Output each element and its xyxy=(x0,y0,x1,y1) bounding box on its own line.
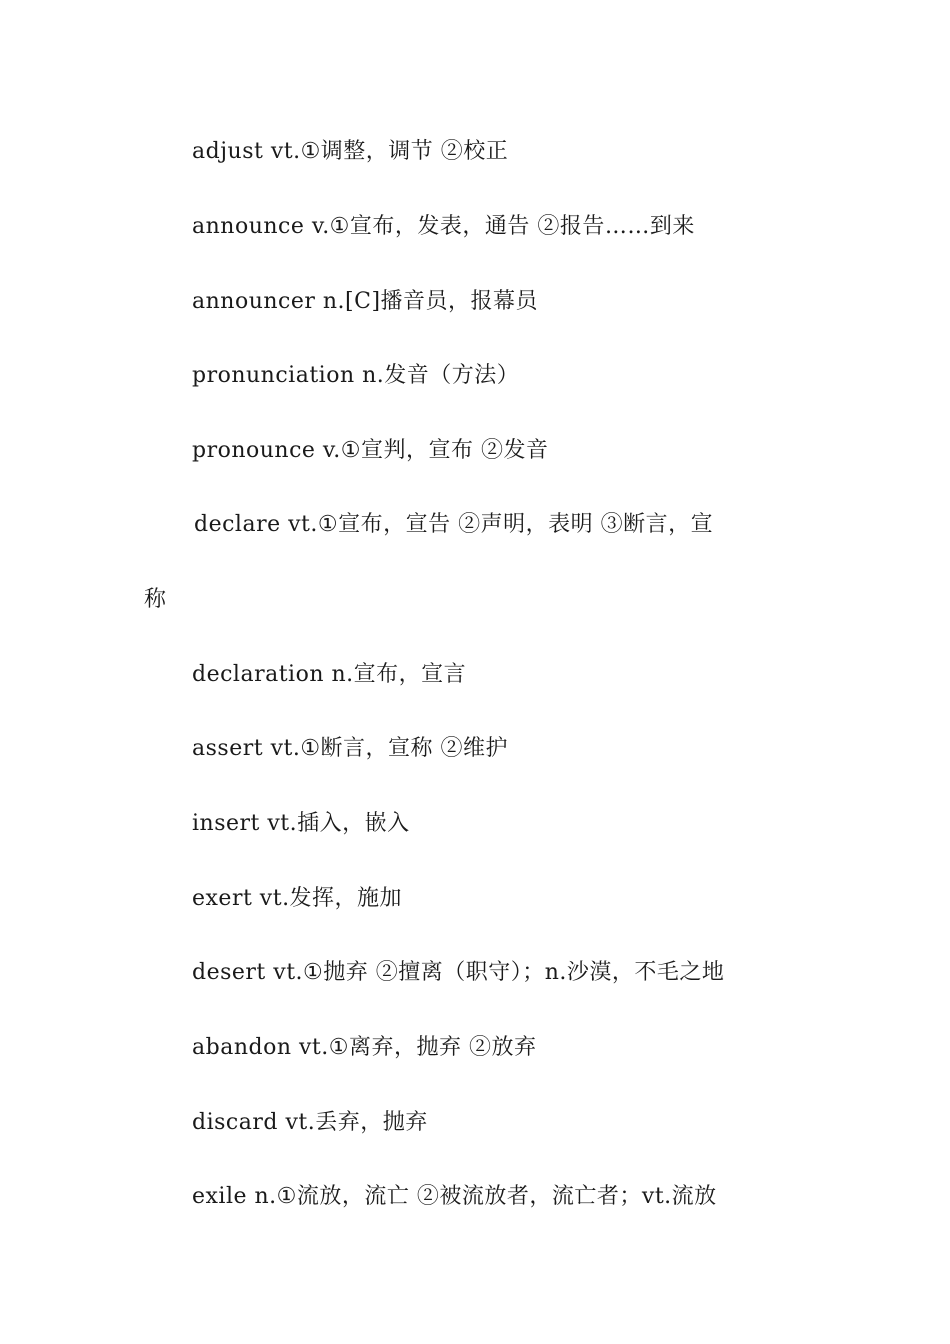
entry-declare-continuation: 称 xyxy=(144,587,167,612)
entry-pronounce: pronounce v.①宣判，宣布 ②发音 xyxy=(192,438,549,463)
entry-exile: exile n.①流放，流亡 ②被流放者，流亡者；vt.流放 xyxy=(192,1184,717,1209)
entry-abandon: abandon vt.①离弃，抛弃 ②放弃 xyxy=(192,1035,537,1060)
entry-announcer: announcer n.[C]播音员，报幕员 xyxy=(192,289,539,314)
entry-adjust: adjust vt.①调整，调节 ②校正 xyxy=(192,139,509,164)
entry-assert: assert vt.①断言，宣称 ②维护 xyxy=(192,736,509,761)
entry-desert: desert vt.①抛弃 ②擅离（职守）；n.沙漠，不毛之地 xyxy=(192,960,725,985)
entry-pronunciation: pronunciation n.发音（方法） xyxy=(192,363,520,388)
entry-announce: announce v.①宣布，发表，通告 ②报告……到来 xyxy=(192,214,695,239)
entry-discard: discard vt.丢弃，抛弃 xyxy=(192,1110,428,1135)
entry-insert: insert vt.插入，嵌入 xyxy=(192,811,410,836)
entry-declare: declare vt.①宣布，宣告 ②声明，表明 ③断言，宣 xyxy=(194,512,714,537)
entry-declaration: declaration n.宣布，宣言 xyxy=(192,662,467,687)
entry-exert: exert vt.发挥，施加 xyxy=(192,886,403,911)
